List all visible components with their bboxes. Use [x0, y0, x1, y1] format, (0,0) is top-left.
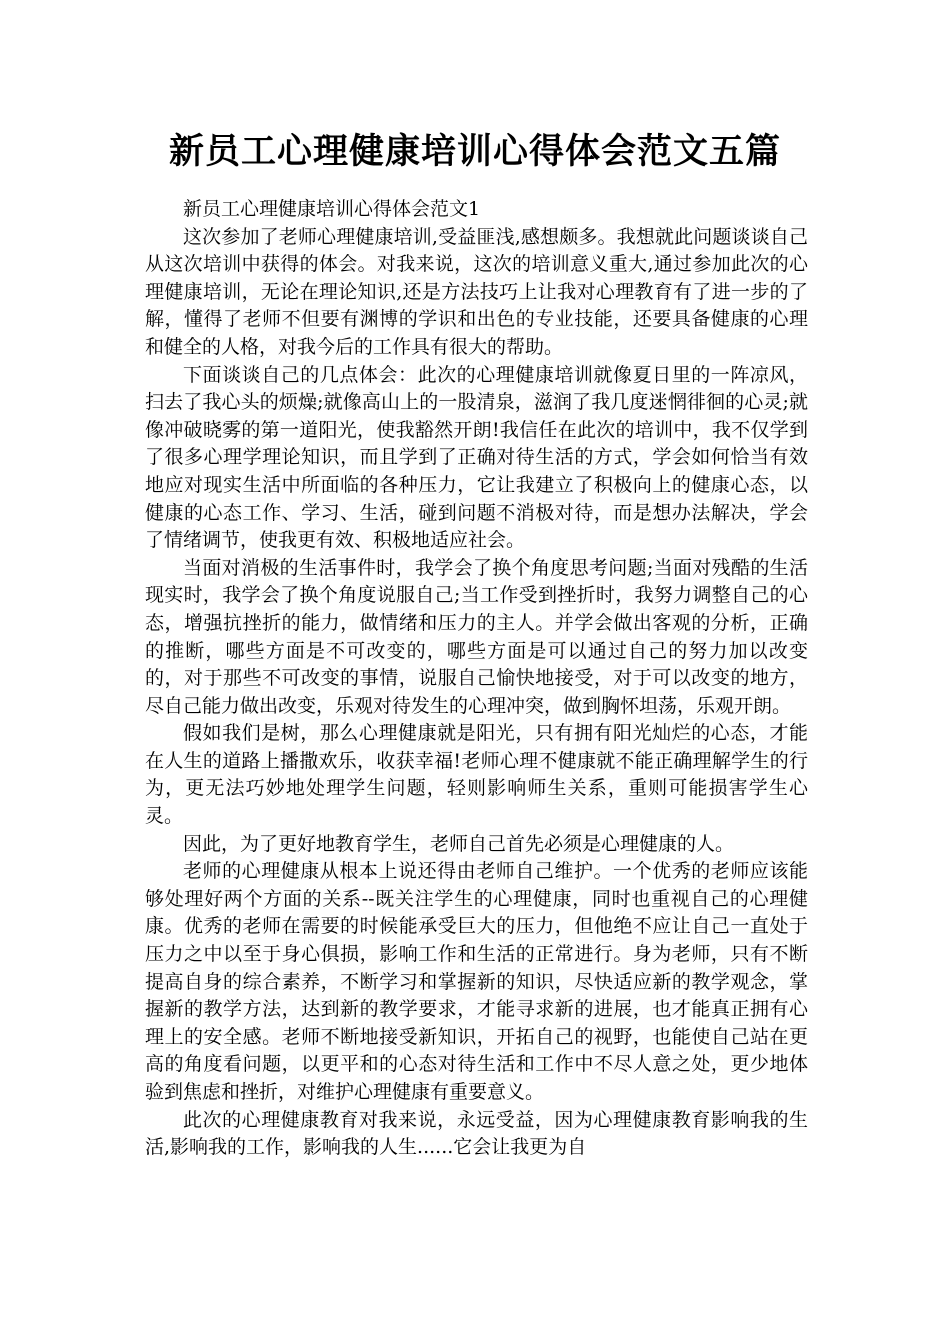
paragraph-1: 这次参加了老师心理健康培训,受益匪浅,感想颇多。我想就此问题谈谈自己从这次培训中获得的体会。对我来说，这次的培训意义重大,通过参加此次的心理健康培训，无论在理论知识,还是方法技巧上让我对心理教育有了进一步的了解，懂得了老师不但要有渊博的学识和出色的专业技能，还要具备健康的心理和健全的人格，对我今后的工作具有很大的帮助。: [145, 225, 808, 358]
paragraph-6: 老师的心理健康从根本上说还得由老师自己维护。一个优秀的老师应该能够处理好两个方面的关系--既关注学生的心理健康，同时也重视自己的心理健康。优秀的老师在需要的时候能承受巨大的压力，但他绝不应让自己一直处于压力之中以至于身心俱损，影响工作和生活的正常进行。身为老师，只有不断提高自身的综合素养，不断学习和掌握新的知识，尽快适应新的教学观念，掌握新的教学方法，达到新的教学要求，才能寻求新的进展，也才能真正拥有心理上的安全感。老师不断地接受新知识，开拓自己的视野，也能使自己站在更高的角度看问题，以更平和的心态对待生活和工作中不尽人意之处，更少地体验到焦虑和挫折，对维护心理健康有重要意义。: [145, 860, 808, 1103]
section-heading: 新员工心理健康培训心得体会范文1: [183, 198, 481, 220]
paragraph-4: 假如我们是树，那么心理健康就是阳光，只有拥有阳光灿烂的心态，才能在人生的道路上播撒欢乐，收获幸福!老师心理不健康就不能正确理解学生的行为，更无法巧妙地处理学生问题，轻则影响师生关系，重则可能损害学生心灵。: [145, 722, 808, 828]
paragraph-2: 下面谈谈自己的几点体会：此次的心理健康培训就像夏日里的一阵凉风，扫去了我心头的烦燥;就像高山上的一股清泉，滋润了我几度迷惘徘徊的心灵;就像冲破晓雾的第一道阳光，使我豁然开朗!我信任在此次的培训中，我不仅学到了很多心理学理论知识，而且学到了正确对待生活的方式，学会如何恰当有效地应对现实生活中所面临的各种压力，它让我建立了积极向上的健康心态，以健康的心态工作、学习、生活，碰到问题不消极对待，而是想办法解决，学会了情绪调节，使我更有效、积极地适应社会。: [145, 363, 808, 552]
paragraph-5: 因此，为了更好地教育学生，老师自己首先必须是心理健康的人。: [183, 832, 735, 855]
paragraph-7: 此次的心理健康教育对我来说，永远受益，因为心理健康教育影响我的生活,影响我的工作，影响我的人生......它会让我更为自: [145, 1108, 808, 1159]
paragraph-3: 当面对消极的生活事件时，我学会了换个角度思考问题;当面对残酷的生活现实时，我学会了换个角度说服自己;当工作受到挫折时，我努力调整自己的心态，增强抗挫折的能力，做情绪和压力的主人。并学会做出客观的分析，正确的推断，哪些方面是不可改变的，哪些方面是可以通过自己的努力加以改变的，对于那些不可改变的事情，说服自己愉快地接受，对于可以改变的地方，尽自己能力做出改变，乐观对待发生的心理冲突，做到胸怀坦荡，乐观开朗。: [145, 556, 808, 717]
document-title: 新员工心理健康培训心得体会范文五篇: [168, 132, 781, 172]
document-body: [145, 196, 808, 1162]
